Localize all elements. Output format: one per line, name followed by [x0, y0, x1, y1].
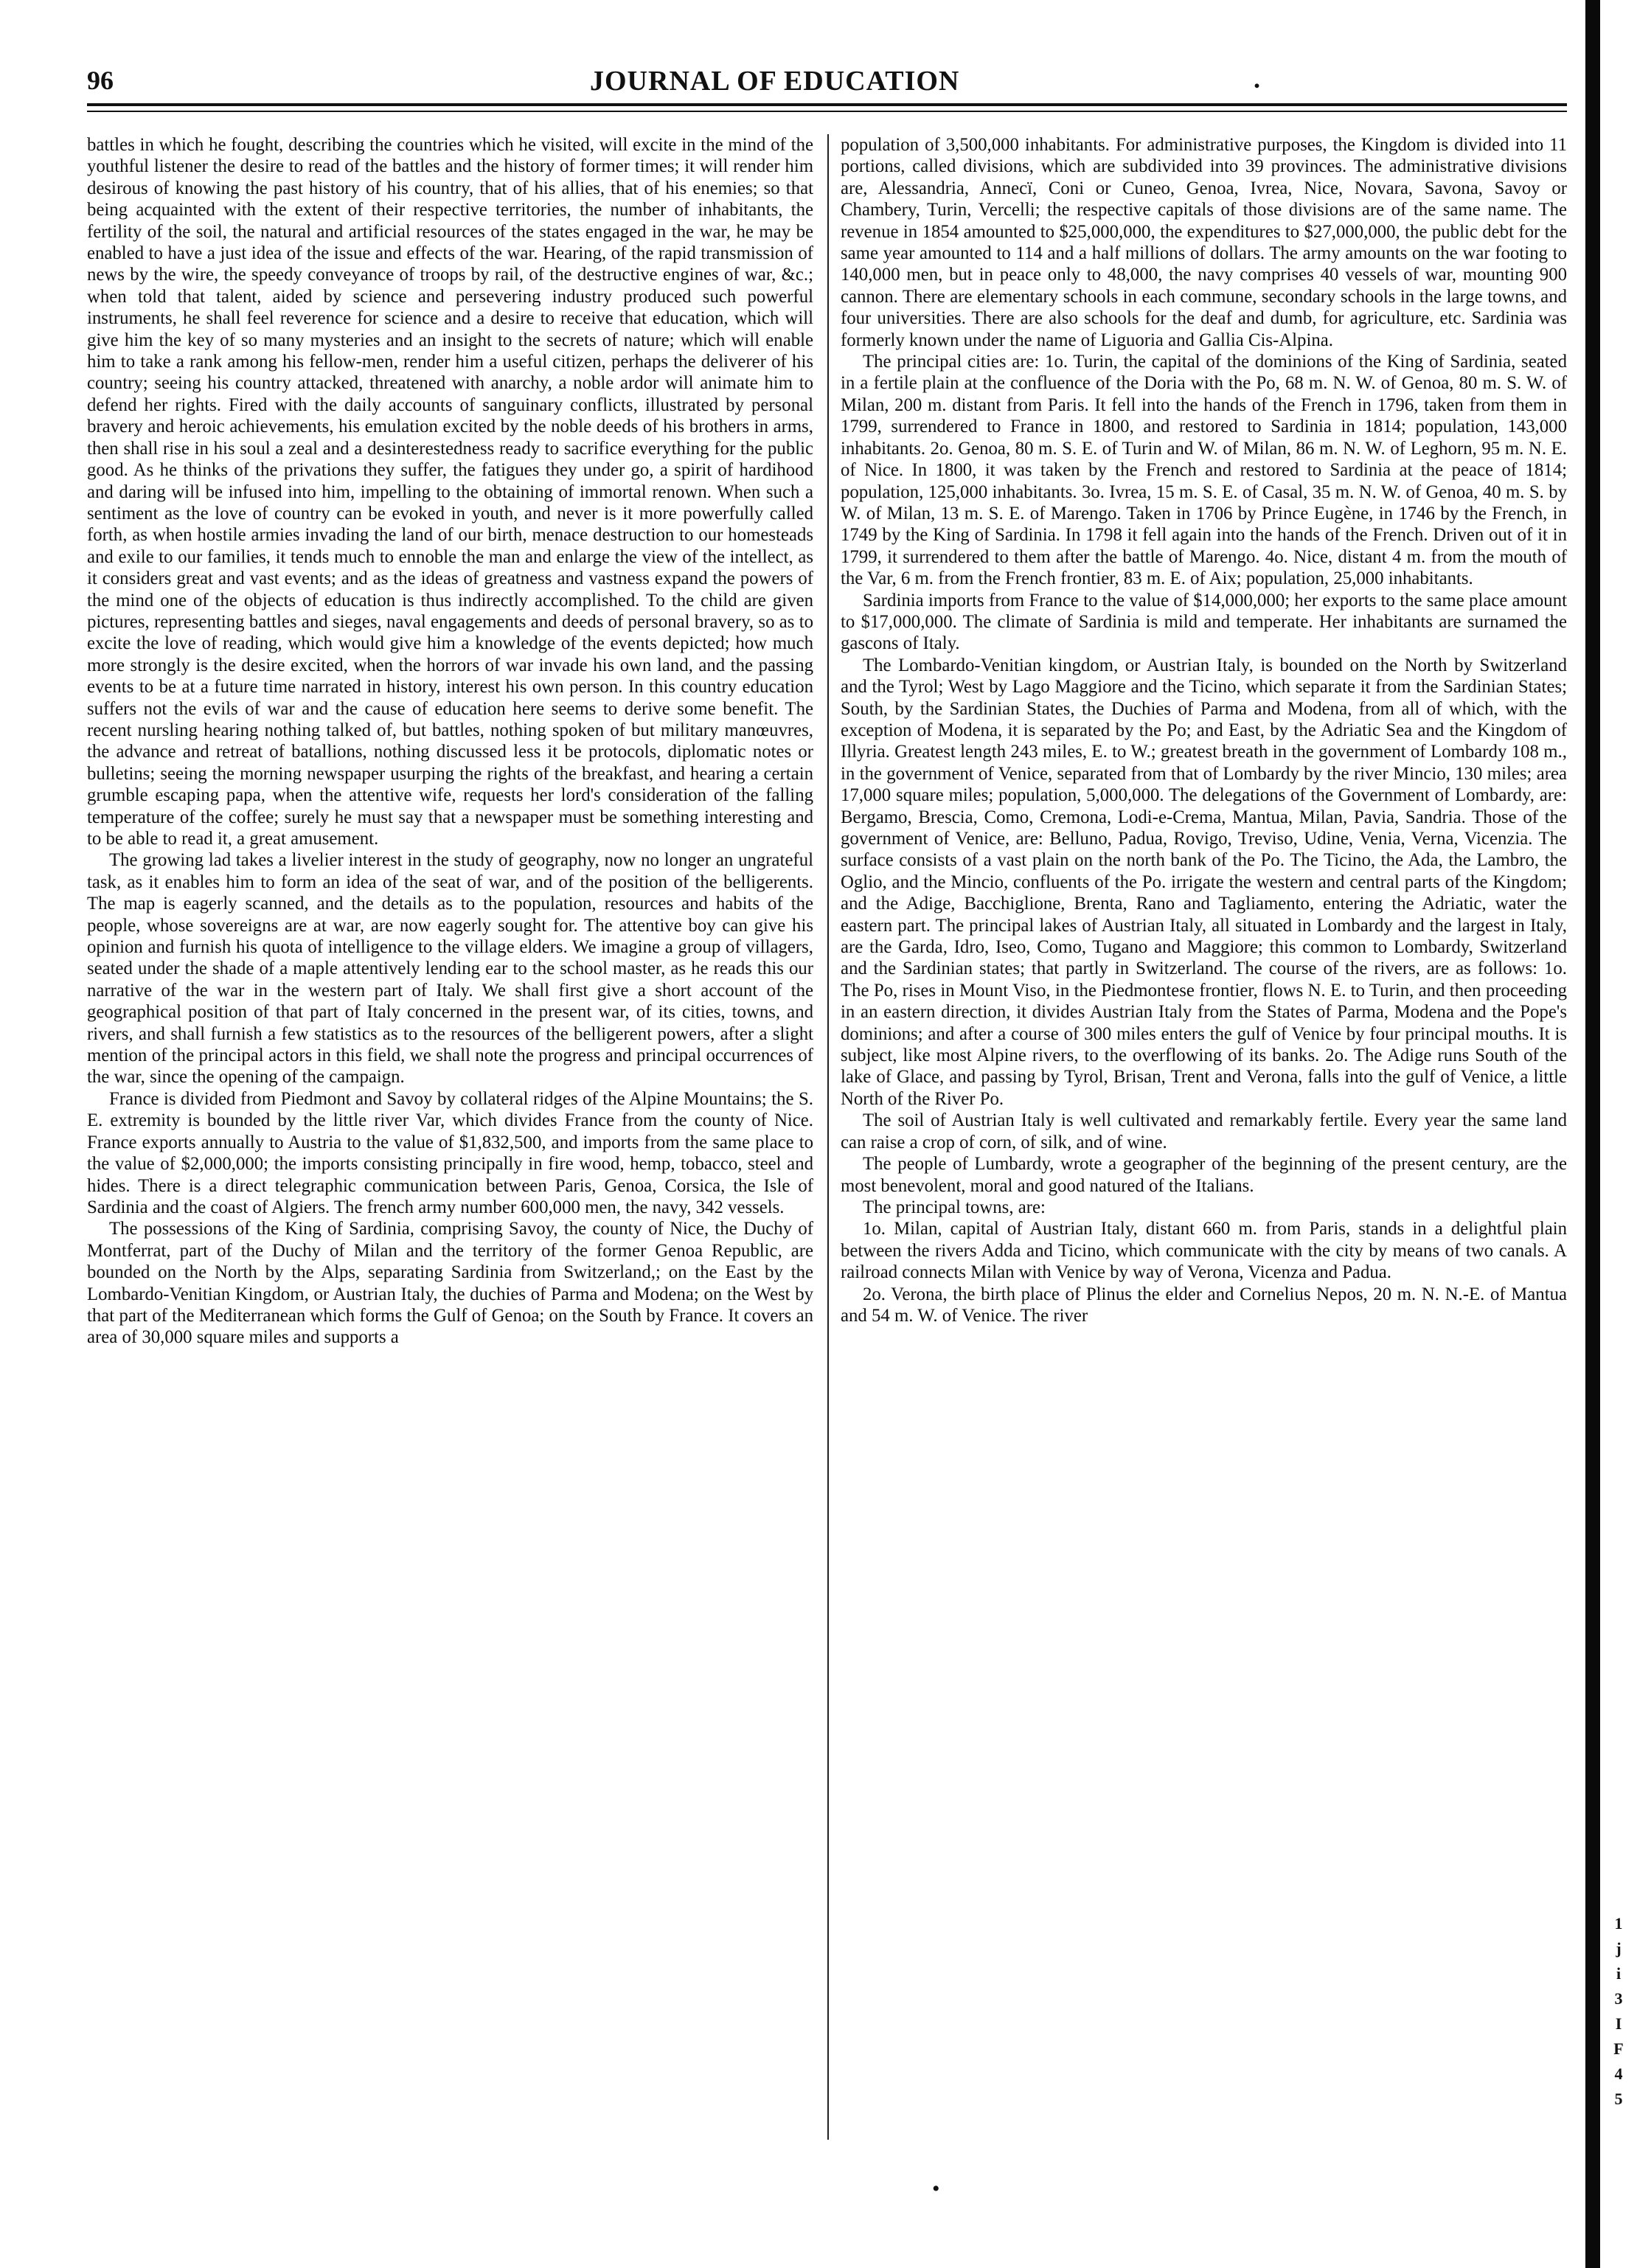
margin-mark: 3 — [1614, 1989, 1623, 2008]
paragraph: The principal towns, are: — [863, 1197, 1046, 1217]
paragraph: Sardinia imports from France to the value of $14,000,000; her exports to the same place amount to $17,000,000. The climate of Sardinia is mild and temperate. Her inhabitants are surnamed the gascons of Italy. — [841, 590, 1567, 654]
paragraph: 1o. Milan, capital of Austrian Italy, distant 660 m. from Paris, stands in a delightful plain between the rivers Adda and Ticino, which communicate with the city by means of two canals. A railroad connects Milan with Venice by way of Verona, Vicenza and Padua. — [841, 1219, 1567, 1283]
paragraph: battles in which he fought, describing the countries which he visited, will excite in the mind of the youthful listener the desire to read of the battles and the history of former times; it will render him desirous of knowing the past history of his country, that of his allies, that of his enemies; so that being acquainted with the extent of their respective territories, the number of inhabitants, the fertility of the soil, the natural and artificial resources of the states engaged in the war, he may be enabled to have a just idea of the issue and effects of the war. Hearing, of the rapid transmission of news by the wire, the speedy conveyance of troops by rail, of the destructive engines of war, &c.; when told that talent, aided by science and persevering industry produced such powerful instruments, he shall feel reverence for science and a desire to receive that education, which will give him the key of so many mysteries and an insight to the secrets of nature; which will enable him to take a rank among his fellow-men, render him a useful citizen, perhaps the deliverer of his country; seeing his country attacked, threatened with anarchy, a noble ardor will animate him to defend her rights. Fired with the daily accounts of sanguinary conflicts, illustrated by personal bravery and heroic achievements, his emulation excited by the noble deeds of his brothers in arms, then shall rise in his soul a zeal and a desinterestedness ready to sacrifice everything for the public good. As he thinks of the privations they suffer, the fatigues they under go, a spirit of hardihood and daring will be infused into him, impelling to the obtaining of immortal renown. When such a sentiment as the love of country can be evoked in youth, and never is it more powerfully called forth, as when hostile armies invading the land of our birth, menace destruction to our homesteads and exile to our families, it tends much to ennoble the man and enlarge the view of the intellect, as it considers great and vast events; and as the ideas of greatness and vastness expand the powers of the mind one of the objects of education is thus indirectly accomplished. To the child are given pictures, representing battles and sieges, naval engagements and deeds of personal bravery, so as to excite the love of reading, which would give him a knowledge of the events depicted; how much more strongly is the desire excited, when the horrors of war invade his own land, and the passing events to be at a future time narrated in history, interest his own person. In this country education suffers not the evils of war and the cause of education here seems to derive some benefit. The recent nursling hearing nothing talked of, but battles, nothing spoken of but military manœuvres, the advance and retreat of batallions, nothing discussed less it be protocols, diplomatic notes or bulletins; seeing the morning newspaper usurping the rights of the breakfast, and hearing a certain grumble escaping papa, when the attentive wife, requests her lord's consideration of the falling temperature of the coffee; surely he must say that a newspaper must be something interesting and to be able to read it, a great amusement. — [87, 135, 813, 849]
header-rule-thin — [87, 111, 1567, 112]
paragraph: population of 3,500,000 inhabitants. For administrative purposes, the Kingdom is divided into 11 portions, called divisions, which are subdivided into 39 provinces. The administrative divisions are, Alessandria, Annecï, Coni or Cuneo, Genoa, Ivrea, Nice, Novara, Savona, Savoy or Chambery, Turin, Vercelli; the respective capitals of those divisions are of the same name. The revenue in 1854 amounted to $25,000,000, the expenditures to $27,000,000, the public debt for the same year amounted to 114 and a half millions of dollars. The army amounts on the war footing to 140,000 men, but in peace only to 48,000, the navy comprises 40 vessels of war, mounting 900 cannon. There are elementary schools in each commune, secondary schools in the large towns, and four universities. There are also schools for the deaf and dumb, for agriculture, etc. Sardinia was formerly known under the name of Liguoria and Gallia Cis-Alpina. — [841, 135, 1567, 350]
column-divider — [827, 134, 829, 2140]
paragraph: The Lombardo-Venitian kingdom, or Austrian Italy, is bounded on the North by Switzerland and the Tyrol; West by Lago Maggiore and the Ticino, which separate it from the Sardinian States; South, by the Sardinian States, the Duchies of Parma and Modena, from all of which, with the exception of Modena, it is separated by the Po; and East, by the Adriatic Sea and the Kingdom of Illyria. Greatest length 243 miles, E. to W.; greatest breath in the government of Lombardy 108 m., in the government of Venice, separated from that of Lombardy by the river Mincio, 130 miles; area 17,000 square miles; population, 5,000,000. The delegations of the Government of Lombardy, are: Bergamo, Brescia, Como, Cremona, Lodi-e-Crema, Mantua, Milan, Pavia, Sandria. Those of the government of Venice, are: Belluno, Padua, Rovigo, Treviso, Udine, Venia, Verna, Vicenzia. The surface consists of a vast plain on the north bank of the Po. The Ticino, the Ada, the Lambro, the Oglio, and the Mincio, confluents of the Po. irrigate the western and central parts of the Kingdom; and the Adige, Bacchiglione, Brenta, Rano and Tagliamento, entering the Adriatic, water the eastern part. The principal lakes of Austrian Italy, all situated in Lombardy and the largest in Italy, are the Garda, Idro, Iseo, Como, Tugano and Maggiore; this common to Lombardy, Switzerland and the Sardinian states; that partly in Switzerland. The course of the rivers, are as follows: 1o. The Po, rises in Mount Viso, in the Piedmontese frontier, flows N. E. to Turin, and then proceeding in an eastern direction, it divides Austrian Italy from the States of Parma, Modena and the Pope's dominions; and after a course of 300 miles enters the gulf of Venice by four principal mouths. It is subject, like most Alpine rivers, to the overflowing of its banks. 2o. The Adige runs South of the lake of Glace, and passing by Tyrol, Brisan, Trent and Verona, falls into the gulf of Venice, a little North of the River Po. — [841, 655, 1567, 1109]
margin-mark: 1 — [1614, 1914, 1623, 1933]
paragraph: The possessions of the King of Sardinia, comprising Savoy, the county of Nice, the Duchy of Montferrat, part of the Duchy of Milan and the territory of the former Genoa Republic, are bounded on the North by the Alps, separating Sardinia from Switzerland,; on the East by the Lombardo-Venitian Kingdom, or Austrian Italy, the duchies of Parma and Modena; on the West by that part of the Mediterranean which forms the Gulf of Genoa; on the South by France. It covers an area of 30,000 square miles and supports a — [87, 1219, 813, 1348]
paragraph: France is divided from Piedmont and Savoy by collateral ridges of the Alpine Mountains; the S. E. extremity is bounded by the little river Var, which divides France from the county of Nice. France exports annually to Austria to the value of $1,832,500, and imports from the same place to the value of $2,000,000; the imports consisting principally in fire wood, hemp, tobacco, steel and hides. There is a direct telegraphic communication between Paris, Genoa, Corsica, the Isle of Sardinia and the coast of Algiers. The french army number 600,000 men, the navy, 342 vessels. — [87, 1088, 813, 1217]
margin-mark: I — [1615, 2014, 1622, 2033]
margin-mark: 5 — [1614, 2090, 1623, 2108]
header-rule-thick — [87, 103, 1567, 106]
paragraph: 2o. Verona, the birth place of Plinus the elder and Cornelius Nepos, 20 m. N. N.-E. of Mantua and 54 m. W. of Venice. The river — [841, 1284, 1567, 1326]
margin-mark: j — [1616, 1939, 1622, 1958]
right-column — [841, 134, 1567, 1326]
left-column — [87, 134, 813, 1349]
footer-dot: • — [932, 2177, 940, 2201]
paragraph: The growing lad takes a livelier interest in the study of geography, now no longer an ungrateful task, as it enables him to form an idea of the seat of war, and of the position of the belligerents. The map is eagerly scanned, and the details as to the population, resources and habits of the people, whose sovereigns are at war, are now eagerly sought for. The attentive boy can give his opinion and furnish his quota of intelligence to the village elders. We imagine a group of villagers, seated under the shade of a maple attentively lending ear to the school master, as he reads this our narrative of the war in the western part of Italy. We shall first give a short account of the geographical position of that part of Italy concerned in the present war, of its cities, towns, and rivers, and shall furnish a few statistics as to the resources of the belligerent powers, after a slight mention of the principal actors in this field, we shall note the progress and principal occurrences of the war, since the opening of the campaign. — [87, 850, 813, 1088]
running-head: JOURNAL OF EDUCATION — [590, 66, 960, 97]
margin-marks — [1608, 1911, 1630, 2112]
margin-mark: i — [1616, 1964, 1622, 1983]
paragraph: The soil of Austrian Italy is well cultivated and remarkably fertile. Every year the same land can raise a crop of corn, of silk, and of wine. — [841, 1110, 1567, 1152]
page-number: 96 — [87, 66, 114, 95]
margin-mark: F — [1613, 2039, 1624, 2058]
paragraph: The people of Lumbardy, wrote a geographer of the beginning of the present century, are the most benevolent, moral and good natured of the Italians. — [841, 1154, 1567, 1196]
margin-mark: 4 — [1614, 2064, 1623, 2083]
header-dot: . — [1254, 64, 1260, 94]
paragraph: The principal cities are: 1o. Turin, the capital of the dominions of the King of Sardinia, seated in a fertile plain at the confluence of the Doria with the Po, 68 m. N. W. of Genoa, 80 m. S. W. of Milan, 200 m. distant from Paris. It fell into the hands of the French in 1796, taken from them in 1799, surrendered to France in 1800, and restored to Sardinia in 1814; population, 143,000 inhabitants. 2o. Genoa, 80 m. S. E. of Turin and W. of Milan, 86 m. N. W. of Leghorn, 95 m. N. E. of Nice. In 1800, it was taken by the French and restored to Sardinia at the peace of 1814; population, 125,000 inhabitants. 3o. Ivrea, 15 m. S. E. of Casal, 35 m. N. W. of Genoa, 40 m. S. by W. of Milan, 13 m. S. E. of Marengo. Taken in 1706 by Prince Eugène, in 1746 by the French, in 1749 by the King of Sardinia. In 1798 it fell again into the hands of the French. Driven out of it in 1799, it surrendered to them after the battle of Marengo. 4o. Nice, distant 4 m. from the mouth of the Var, 6 m. from the French frontier, 83 m. E. of Aix; population, 25,000 inhabitants. — [841, 352, 1567, 589]
binding-edge-bar — [1585, 0, 1600, 2268]
